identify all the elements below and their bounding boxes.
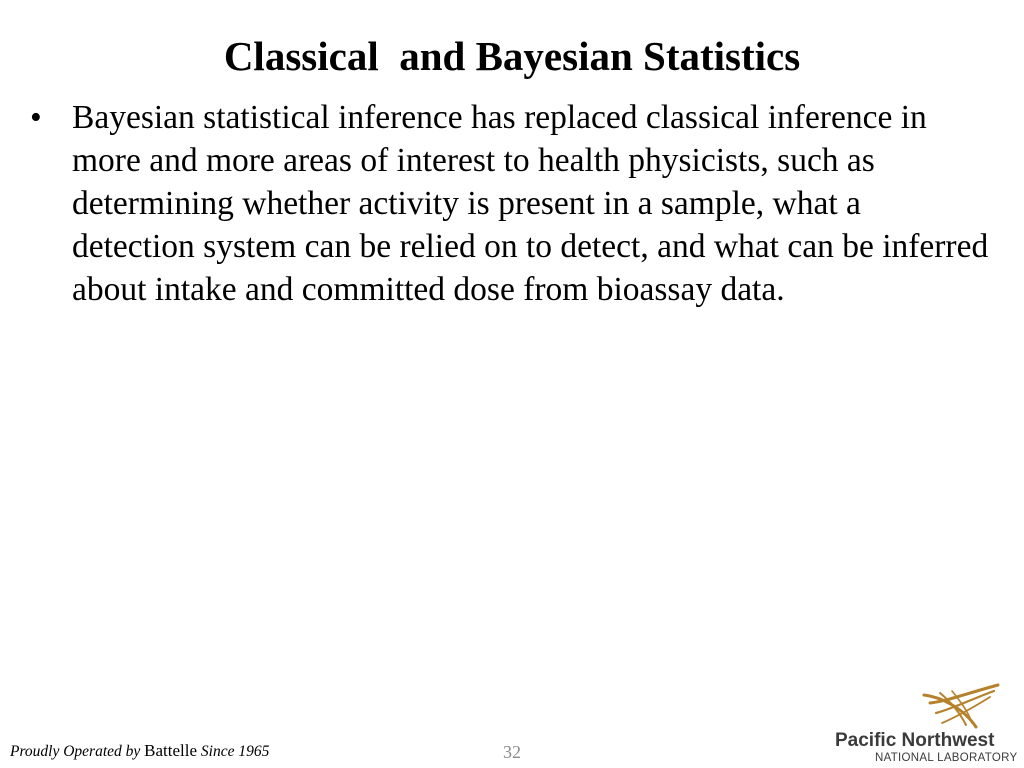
bullet-glyph: • <box>30 99 42 136</box>
slide-title: Classical and Bayesian Statistics <box>223 33 801 79</box>
bullet-list <box>30 96 990 311</box>
page-number: 32 <box>503 742 521 762</box>
footer-operated-by <box>10 741 269 762</box>
logo-line2: NATIONAL LABORATORY <box>875 752 1018 764</box>
footer-since: Since 1965 <box>200 743 270 760</box>
footer-brand: Battelle <box>144 741 198 760</box>
footer-operated-label: Proudly Operated by <box>10 743 141 760</box>
bullet-item <box>30 96 990 311</box>
pnnl-logo-mark-icon <box>922 683 1000 729</box>
bullet-text: Bayesian statistical inference has replaced classical inference in more and more areas of interest to health physicists, such as determining whether activity is present in a sample, what a detection system can be relied on to detect, and what can be inferred about intake and committed dose from bioassay data. <box>72 99 989 308</box>
pnnl-logo <box>830 683 1020 767</box>
logo-line1: Pacific Northwest <box>835 730 995 751</box>
